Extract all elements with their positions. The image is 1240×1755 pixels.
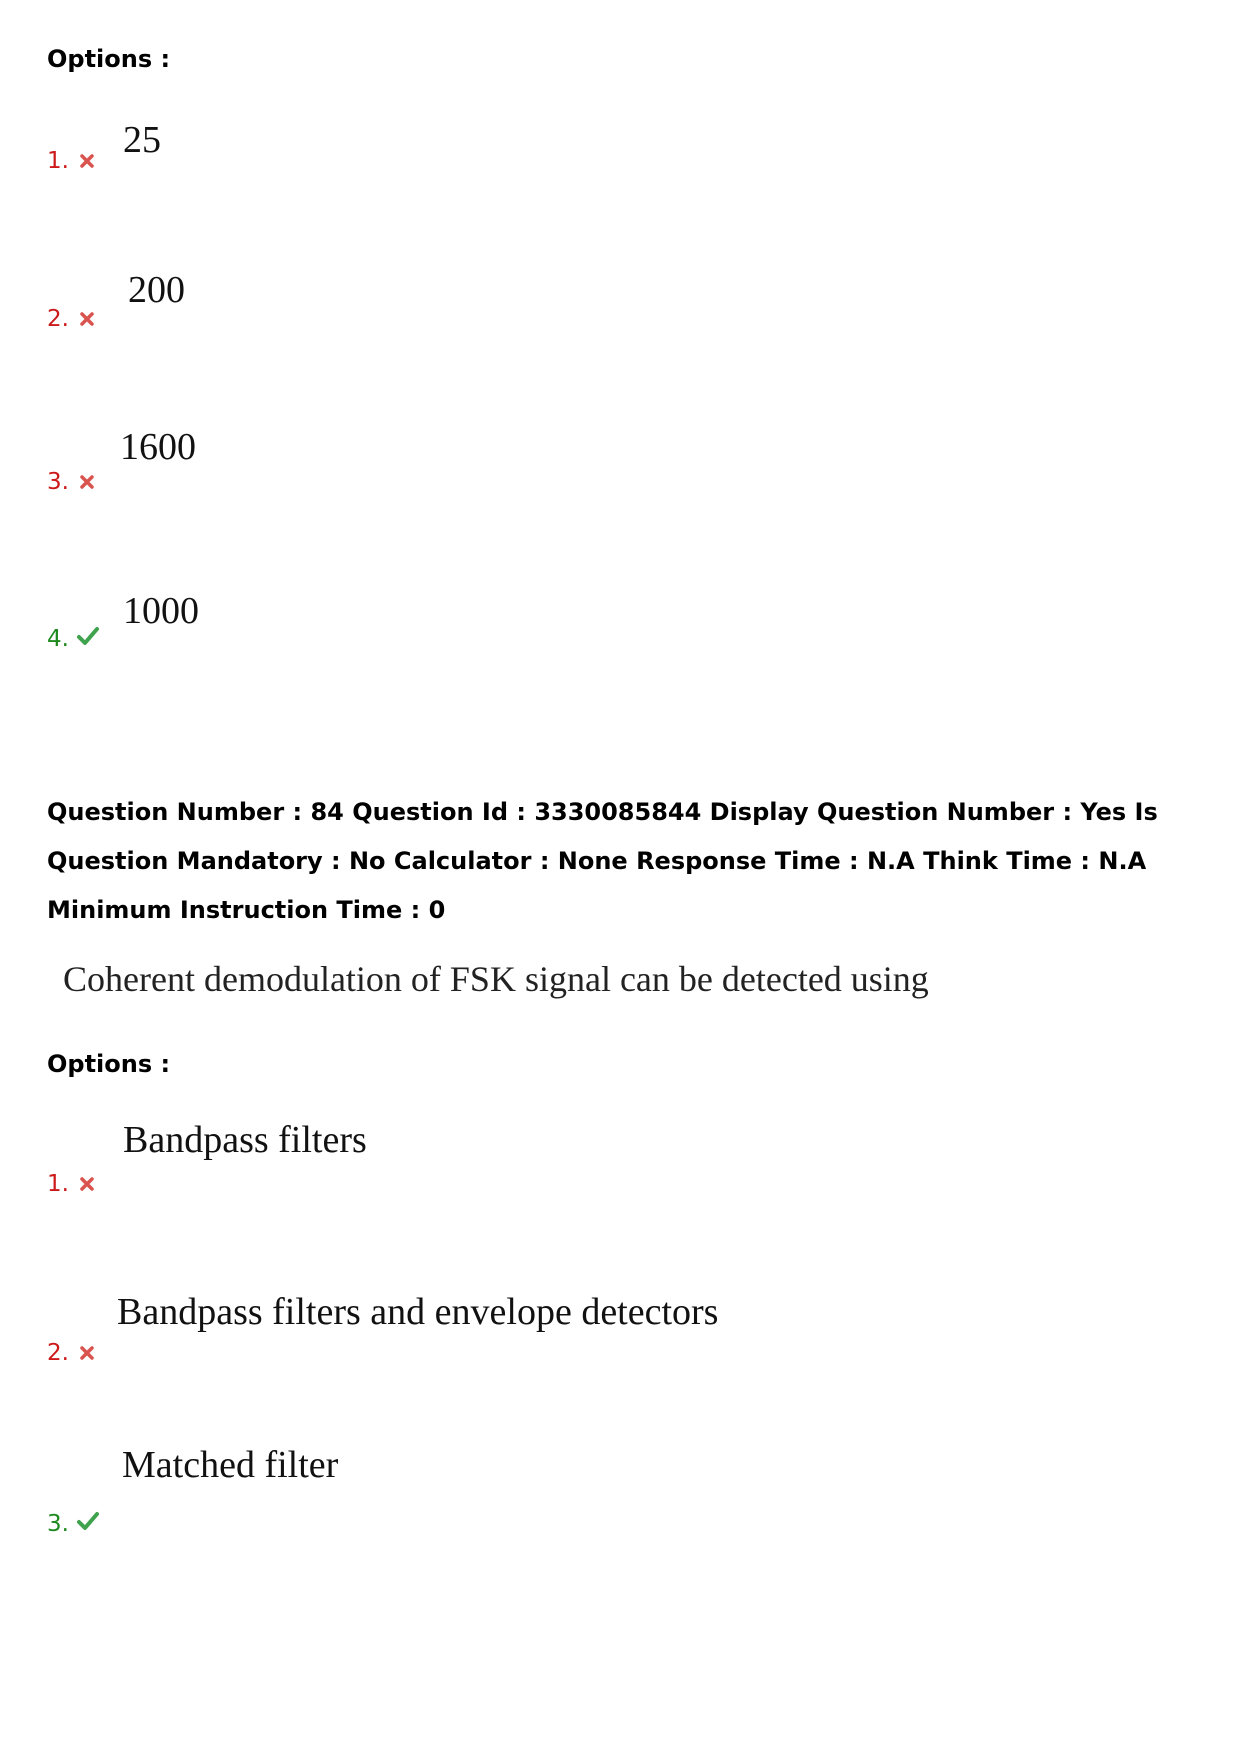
option-text: 1600 [120,426,196,468]
option-number: 1. [47,148,69,174]
option-text: Matched filter [122,1444,339,1486]
option-text: Bandpass filters and envelope detectors [117,1291,719,1333]
question-meta: Question Number : 84 Question Id : 3330085844 Display Question Number : Yes Is Question Mandatory : No Calculator : None Response Time : N.A Think Time : N.A Minimum Instruction Time : 0 [47,798,1158,924]
check-icon [76,1511,100,1531]
cross-icon [80,154,94,168]
cross-icon [80,475,94,489]
options-heading: Options : [47,1050,171,1078]
option-text: Bandpass filters [123,1119,367,1161]
check-icon [76,626,100,646]
cross-icon [80,312,94,326]
cross-icon [80,1346,94,1360]
option-number: 2. [47,1340,69,1366]
options-heading: Options : [47,45,171,73]
option-text: 25 [123,119,161,161]
option-number: 2. [47,306,69,332]
option-number: 1. [47,1171,69,1197]
option-text: 200 [128,269,185,311]
option-number: 4. [47,626,69,652]
option-number: 3. [47,469,69,495]
option-number: 3. [47,1511,69,1537]
cross-icon [80,1177,94,1191]
question-text: Coherent demodulation of FSK signal can be detected using [63,959,929,999]
option-text: 1000 [123,590,199,632]
